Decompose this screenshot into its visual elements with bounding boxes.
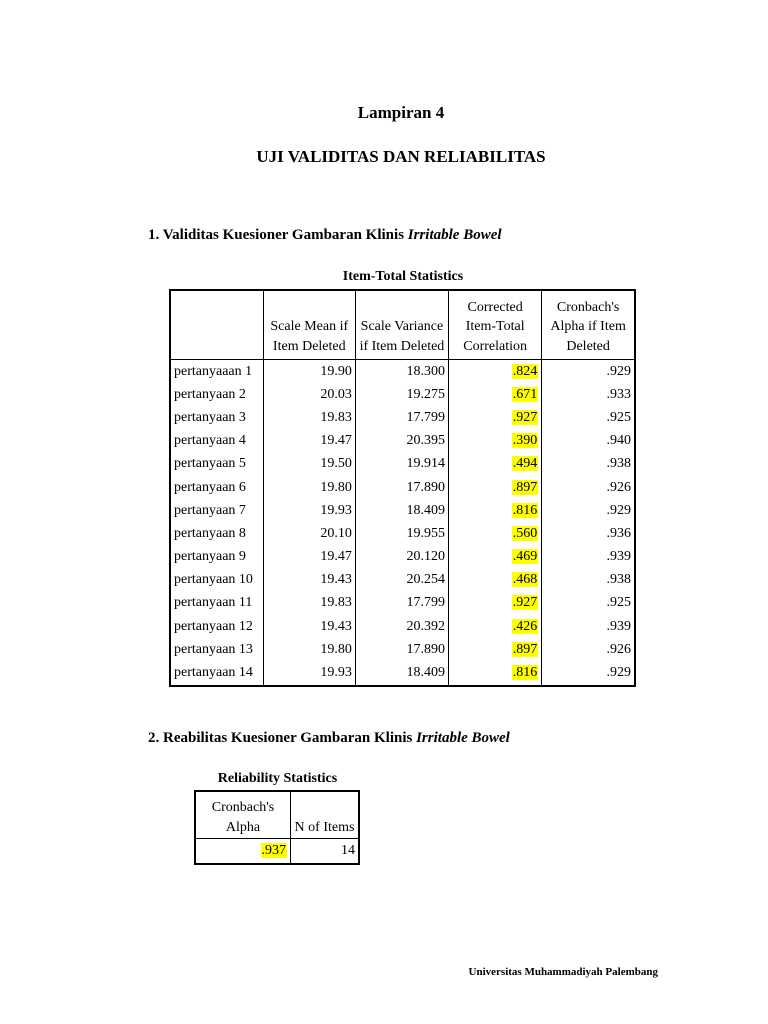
scale-variance-cell: 18.409 xyxy=(355,499,448,522)
scale-variance-cell: 19.275 xyxy=(355,383,448,406)
alpha-if-deleted-cell: .929 xyxy=(606,363,631,379)
alpha-if-deleted-cell: .940 xyxy=(606,433,631,449)
scale-mean-cell: 19.47 xyxy=(263,430,355,453)
scale-mean-cell: 20.03 xyxy=(263,383,355,406)
table-row xyxy=(195,839,359,865)
table-row xyxy=(170,430,635,453)
row-label: pertanyaan 9 xyxy=(170,546,263,569)
corrected-correlation-cell xyxy=(449,383,542,406)
scale-variance-cell: 18.300 xyxy=(355,360,448,384)
section-2-heading-text: 2. Reabilitas Kuesioner Gambaran Klinis xyxy=(148,730,417,746)
item-total-caption: Item-Total Statistics xyxy=(342,269,464,284)
section-2-heading-italic: Irritable Bowel xyxy=(416,730,510,746)
table-row xyxy=(170,661,635,685)
column-header-correlation: Corrected Item-Total Correlation xyxy=(449,290,542,360)
row-label: pertanyaaan 1 xyxy=(170,360,263,384)
corrected-correlation-cell xyxy=(449,661,542,685)
corrected-correlation-value: .897 xyxy=(512,479,538,495)
row-label: pertanyaan 4 xyxy=(170,430,263,453)
corrected-correlation-value: .816 xyxy=(512,665,538,681)
table-row xyxy=(170,522,635,545)
scale-variance-cell: 19.914 xyxy=(355,453,448,476)
row-label: pertanyaan 6 xyxy=(170,476,263,499)
table-row xyxy=(170,592,635,615)
row-label: pertanyaan 5 xyxy=(170,453,263,476)
scale-mean-cell: 20.10 xyxy=(263,522,355,545)
alpha-if-deleted-cell: .925 xyxy=(606,595,631,611)
table-row xyxy=(170,638,635,661)
corrected-correlation-value: .927 xyxy=(512,409,538,425)
scale-mean-cell: 19.47 xyxy=(263,546,355,569)
row-label: pertanyaan 12 xyxy=(170,615,263,638)
corrected-correlation-cell xyxy=(449,638,542,661)
item-total-table xyxy=(169,289,636,687)
corrected-correlation-value: .824 xyxy=(512,363,538,379)
corrected-correlation-value: .390 xyxy=(512,433,538,449)
scale-mean-cell: 19.80 xyxy=(263,476,355,499)
reliability-table xyxy=(194,790,360,865)
scale-mean-cell: 19.83 xyxy=(263,592,355,615)
alpha-if-deleted-cell: .926 xyxy=(606,479,631,495)
cronbach-alpha-cell xyxy=(195,839,291,865)
reliability-caption: Reliability Statistics xyxy=(217,771,338,786)
corrected-correlation-value: .426 xyxy=(512,618,538,634)
n-items-value: 14 xyxy=(341,843,355,858)
scale-mean-cell: 19.50 xyxy=(263,453,355,476)
page-label: Lampiran 4 xyxy=(357,103,445,122)
corrected-correlation-cell xyxy=(449,569,542,592)
scale-mean-cell: 19.90 xyxy=(263,360,355,384)
footer-institution: Universitas Muhammadiyah Palembang xyxy=(468,966,658,978)
scale-mean-cell: 19.43 xyxy=(263,615,355,638)
scale-variance-cell: 20.395 xyxy=(355,430,448,453)
alpha-if-deleted-cell: .939 xyxy=(606,549,631,565)
scale-variance-cell: 17.890 xyxy=(355,638,448,661)
table-row xyxy=(170,499,635,522)
alpha-if-deleted-cell: .926 xyxy=(606,641,631,657)
alpha-if-deleted-cell: .939 xyxy=(606,618,631,634)
table-row xyxy=(170,569,635,592)
corrected-correlation-value: .897 xyxy=(512,641,538,657)
row-label: pertanyaan 7 xyxy=(170,499,263,522)
scale-variance-cell: 19.955 xyxy=(355,522,448,545)
row-label: pertanyaan 14 xyxy=(170,661,263,685)
corrected-correlation-value: .468 xyxy=(512,572,538,588)
scale-mean-cell: 19.93 xyxy=(263,499,355,522)
column-header-cronbach-alpha: Cronbach's Alpha xyxy=(195,791,291,839)
corrected-correlation-cell xyxy=(449,499,542,522)
section-1-heading xyxy=(148,227,502,244)
table-header-row xyxy=(170,290,635,360)
scale-variance-cell: 20.392 xyxy=(355,615,448,638)
corrected-correlation-value: .560 xyxy=(512,525,538,541)
section-1-heading-italic: Irritable Bowel xyxy=(407,227,502,243)
scale-variance-cell: 18.409 xyxy=(355,661,448,685)
alpha-if-deleted-cell: .925 xyxy=(606,409,631,425)
table-row xyxy=(170,406,635,429)
scale-variance-cell: 17.799 xyxy=(355,592,448,615)
table-row xyxy=(170,383,635,406)
corrected-correlation-cell xyxy=(449,546,542,569)
row-label: pertanyaan 2 xyxy=(170,383,263,406)
alpha-if-deleted-cell: .938 xyxy=(606,572,631,588)
corrected-correlation-cell xyxy=(449,522,542,545)
corrected-correlation-cell xyxy=(449,615,542,638)
table-row xyxy=(170,476,635,499)
column-header-variance: Scale Variance if Item Deleted xyxy=(355,290,448,360)
scale-mean-cell: 19.80 xyxy=(263,638,355,661)
scale-mean-cell: 19.93 xyxy=(263,661,355,685)
corrected-correlation-cell xyxy=(449,360,542,384)
alpha-if-deleted-cell: .936 xyxy=(606,525,631,541)
alpha-if-deleted-cell: .929 xyxy=(606,502,631,518)
corrected-correlation-cell xyxy=(449,453,542,476)
corrected-correlation-value: .816 xyxy=(512,502,538,518)
alpha-if-deleted-cell: .929 xyxy=(606,665,631,681)
scale-variance-cell: 20.254 xyxy=(355,569,448,592)
table-header-row xyxy=(195,791,359,839)
row-label: pertanyaan 13 xyxy=(170,638,263,661)
column-header-empty xyxy=(170,290,263,360)
column-header-mean: Scale Mean if Item Deleted xyxy=(263,290,355,360)
scale-variance-cell: 17.890 xyxy=(355,476,448,499)
scale-mean-cell: 19.83 xyxy=(263,406,355,429)
corrected-correlation-value: .494 xyxy=(512,456,538,472)
section-1-heading-text: 1. Validitas Kuesioner Gambaran Klinis xyxy=(148,227,408,243)
row-label: pertanyaan 10 xyxy=(170,569,263,592)
table-row xyxy=(170,360,635,384)
alpha-if-deleted-cell: .933 xyxy=(606,386,631,402)
row-label: pertanyaan 11 xyxy=(170,592,263,615)
column-header-n-items: N of Items xyxy=(291,791,360,839)
row-label: pertanyaan 8 xyxy=(170,522,263,545)
corrected-correlation-value: .469 xyxy=(512,549,538,565)
alpha-if-deleted-cell: .938 xyxy=(606,456,631,472)
corrected-correlation-cell xyxy=(449,406,542,429)
corrected-correlation-value: .927 xyxy=(512,595,538,611)
table-row xyxy=(170,546,635,569)
section-2-heading xyxy=(148,730,510,747)
corrected-correlation-cell xyxy=(449,430,542,453)
scale-variance-cell: 17.799 xyxy=(355,406,448,429)
table-row xyxy=(170,453,635,476)
page-title: UJI VALIDITAS DAN RELIABILITAS xyxy=(256,147,546,166)
table-row xyxy=(170,615,635,638)
scale-mean-cell: 19.43 xyxy=(263,569,355,592)
column-header-alpha: Cronbach's Alpha if Item Deleted xyxy=(542,290,635,360)
scale-variance-cell: 20.120 xyxy=(355,546,448,569)
row-label: pertanyaan 3 xyxy=(170,406,263,429)
corrected-correlation-value: .671 xyxy=(512,386,538,402)
corrected-correlation-cell xyxy=(449,592,542,615)
corrected-correlation-cell xyxy=(449,476,542,499)
cronbach-alpha-value: .937 xyxy=(261,843,286,858)
